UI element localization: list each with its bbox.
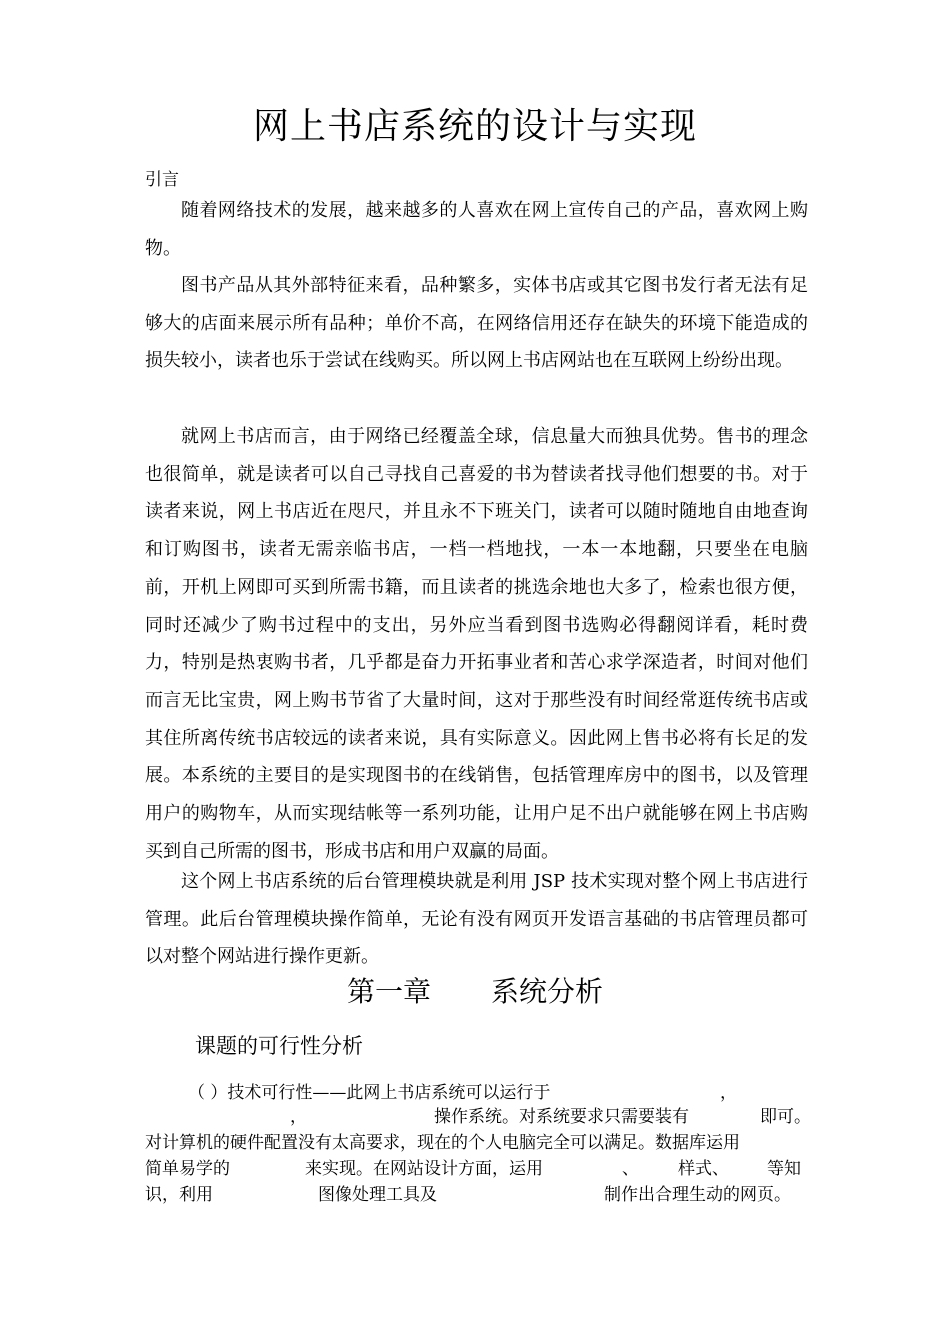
- feasibility-text: （ ）技术可行性——此网上书店系统可以运行于: [188, 1083, 551, 1103]
- chapter-number: 第一章: [346, 975, 431, 1008]
- chapter-heading: [0, 970, 950, 1010]
- feasibility-text: 等知: [767, 1159, 801, 1179]
- feasibility-text: ，: [720, 1083, 737, 1103]
- feasibility-text: 简单易学的: [145, 1159, 230, 1179]
- feasibility-text: 图像处理工具及: [318, 1185, 437, 1205]
- section-heading: 课题的可行性分析: [195, 1034, 363, 1058]
- feasibility-text: 样式、: [678, 1159, 729, 1179]
- intro-paragraph-1: 随着网络技术的发展，越来越多的人喜欢在网上宣传自己的产品，喜欢网上购物。: [145, 200, 808, 259]
- document-title: 网上书店系统的设计与实现: [252, 106, 697, 147]
- feasibility-text: 对计算机的硬件配置没有太高要求，现在的个人电脑完全可以满足。数据库运用: [145, 1133, 740, 1153]
- feasibility-text: 识，利用: [145, 1185, 213, 1205]
- feasibility-text: 即可。: [760, 1107, 811, 1127]
- feasibility-text: ，: [290, 1107, 307, 1127]
- intro-paragraph-4: 这个网上书店系统的后台管理模块就是利用 JSP 技术实现对整个网上书店进行管理。此后台管理模块操作简单，无论有没有网页开发语言基础的书店管理员都可以对整个网站进行操作更新。: [145, 871, 808, 968]
- feasibility-text: 制作出合理生动的网页。: [604, 1185, 791, 1205]
- intro-label: 引言: [145, 170, 179, 190]
- feasibility-text: 操作系统。对系统要求只需要装有: [434, 1107, 689, 1127]
- intro-paragraph-3: 就网上书店而言，由于网络已经覆盖全球，信息量大而独具优势。售书的理念也很简单，就是读者可以自己寻找自己喜爱的书为替读者找寻他们想要的书。对于读者来说，网上书店近在咫尺，并且永不下班关门，读者可以随时随地自由地查询和订购图书，读者无需亲临书店，一档一档地找，一本一本地翻，只要坐在电脑前，开机上网即可买到所需书籍，而且读者的挑选余地也大多了，检索也很方便，同时还减少了购书过程中的支出，另外应当看到图书选购必得翻阅详看，耗时费力，特别是热衷购书者，几乎都是奋力开拓事业者和苦心求学深造者，时间对他们而言无比宝贵，网上购书节省了大量时间，这对于那些没有时间经常逛传统书店或其住所离传统书店较远的读者来说，具有实际意义。因此网上售书必将有长足的发展。本系统的主要目的是实现图书的在线销售，包括管理库房中的图书，以及管理用户的购物车，从而实现结帐等一系列功能，让用户足不出户就能够在网上书店购买到自己所需的图书，形成书店和用户双赢的局面。: [145, 426, 808, 862]
- feasibility-text: 来实现。在网站设计方面，运用: [305, 1159, 543, 1179]
- intro-paragraph-2: 图书产品从其外部特征来看，品种繁多，实体书店或其它图书发行者无法有足够大的店面来展示所有品种；单价不高，在网络信用还存在缺失的环境下能造成的损失较小，读者也乐于尝试在线购买。所以网上书店网站也在互联网上纷纷出现。: [145, 275, 808, 372]
- feasibility-text: 、: [622, 1159, 639, 1179]
- chapter-name: 系统分析: [491, 975, 604, 1008]
